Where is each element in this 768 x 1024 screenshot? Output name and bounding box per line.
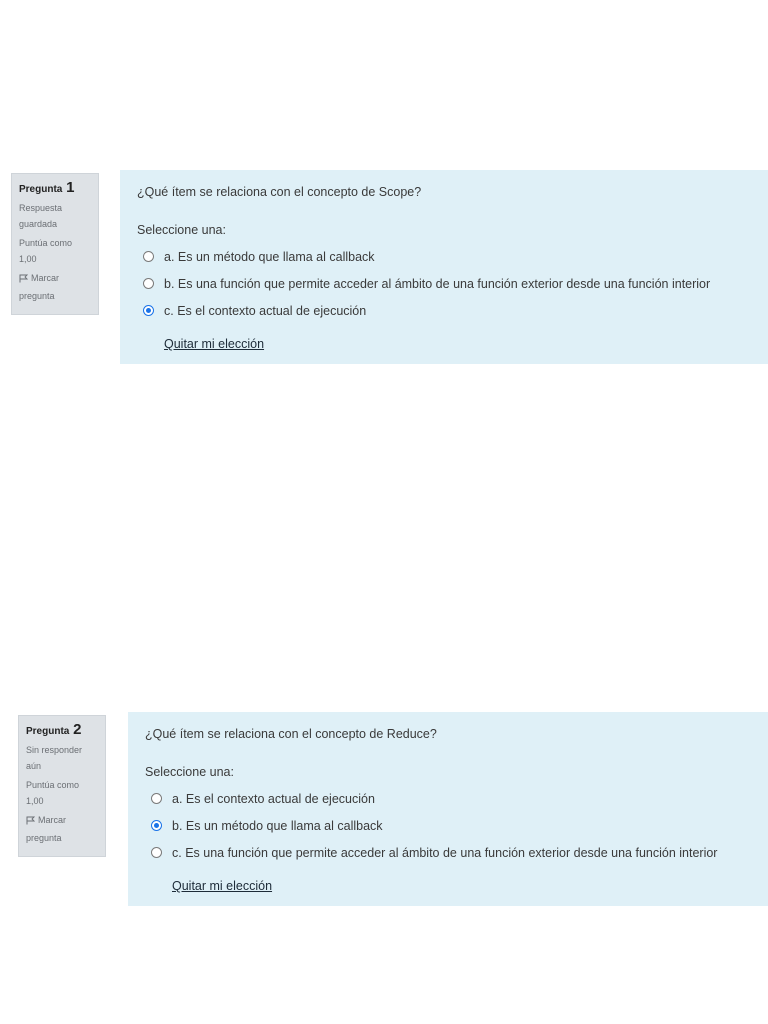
radio-button[interactable] <box>151 793 162 804</box>
answer-option-b[interactable] <box>143 270 751 297</box>
question-number: 1 <box>66 179 75 196</box>
flag-label-line-2[interactable]: pregunta <box>26 832 62 843</box>
question-status-line-1: Sin responder <box>26 745 83 755</box>
flag-icon <box>19 274 28 283</box>
question-content <box>120 170 768 364</box>
answer-list <box>151 785 751 866</box>
flag-question-link[interactable] <box>19 270 59 286</box>
question-title <box>26 722 98 740</box>
answer-label[interactable]: c. Es una función que permite acceder al ámbito de una función exterior desde una función interior <box>172 845 718 860</box>
question-score-value: 1,00 <box>26 796 44 806</box>
question-text: ¿Qué ítem se relaciona con el concepto de Scope? <box>137 185 422 199</box>
flag-label-line-1: Marcar <box>38 815 67 825</box>
question-score-value: 1,00 <box>19 254 37 264</box>
question-status-line-2: guardada <box>19 219 58 229</box>
answer-option-a[interactable] <box>151 785 751 812</box>
answer-label[interactable]: a. Es el contexto actual de ejecución <box>172 791 375 806</box>
question-status <box>26 742 98 774</box>
radio-button[interactable] <box>151 847 162 858</box>
clear-choice-link[interactable]: Quitar mi elección <box>172 879 273 893</box>
answer-option-c[interactable] <box>151 839 751 866</box>
question-info-box <box>11 173 99 315</box>
flag-icon <box>26 816 35 825</box>
answer-option-b[interactable] <box>151 812 751 839</box>
question-label: Pregunta <box>26 726 70 737</box>
question-text: ¿Qué ítem se relaciona con el concepto de Reduce? <box>145 727 437 741</box>
question-label: Pregunta <box>19 184 63 195</box>
radio-button[interactable] <box>143 278 154 289</box>
answer-label[interactable]: b. Es una función que permite acceder al ámbito de una función exterior desde una función interior <box>164 276 711 291</box>
question-score <box>26 777 98 809</box>
answer-option-c[interactable] <box>143 297 751 324</box>
question-title <box>19 180 91 198</box>
answer-label[interactable]: a. Es un método que llama al callback <box>164 249 375 264</box>
answer-prompt: Seleccione una: <box>145 765 234 779</box>
radio-button[interactable] <box>143 251 154 262</box>
question-score-label: Puntúa como <box>19 238 73 248</box>
question-status <box>19 200 91 232</box>
answer-label[interactable]: b. Es un método que llama al callback <box>172 818 383 833</box>
question-info-box <box>18 715 106 857</box>
answer-prompt: Seleccione una: <box>137 223 226 237</box>
clear-choice-link[interactable]: Quitar mi elección <box>164 337 265 351</box>
answer-list <box>143 243 751 324</box>
answer-label[interactable]: c. Es el contexto actual de ejecución <box>164 303 367 318</box>
answer-option-a[interactable] <box>143 243 751 270</box>
flag-label-line-2[interactable]: pregunta <box>19 290 55 301</box>
question-number: 2 <box>73 721 82 738</box>
question-score-label: Puntúa como <box>26 780 80 790</box>
question-content <box>128 712 768 906</box>
question-status-line-1: Respuesta <box>19 203 63 213</box>
question-status-line-2: aún <box>26 761 42 771</box>
flag-label-line-1: Marcar <box>31 273 60 283</box>
radio-button-selected[interactable] <box>143 305 154 316</box>
flag-question-link[interactable] <box>26 812 66 828</box>
question-score <box>19 235 91 267</box>
radio-button-selected[interactable] <box>151 820 162 831</box>
